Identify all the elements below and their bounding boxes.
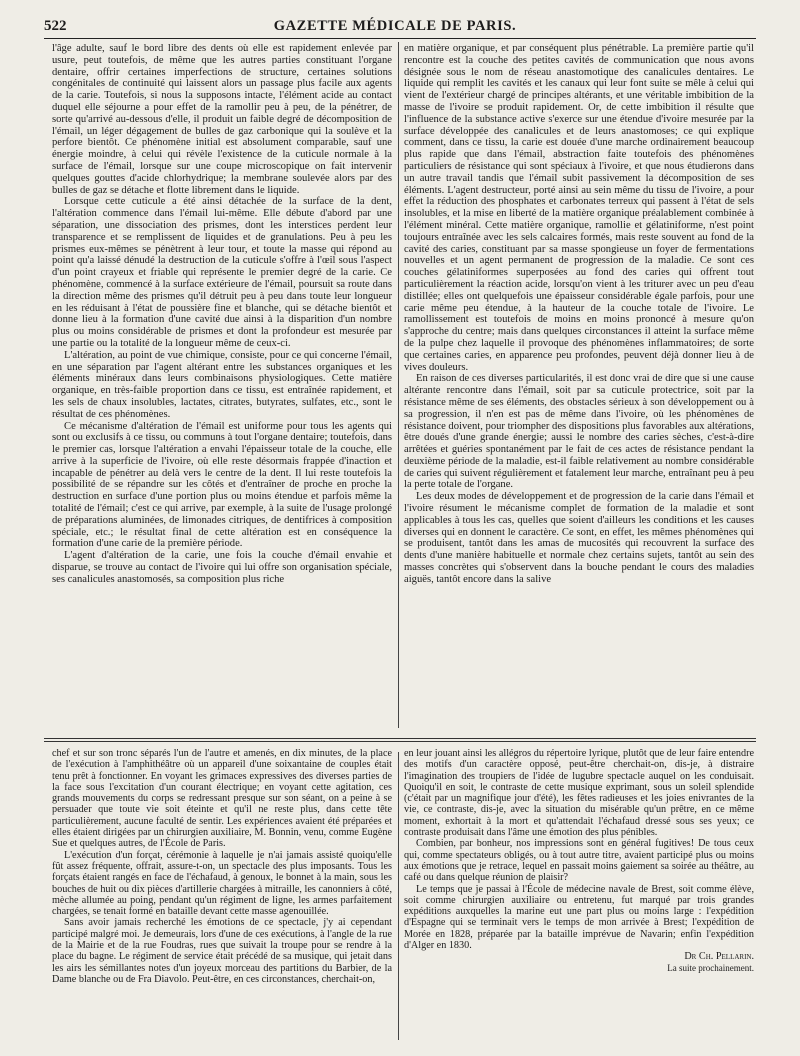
author-signature: Dr Ch. Pellarin.: [684, 951, 754, 963]
paragraph: Lorsque cette cuticule a été ainsi détachée de la surface de la dent, l'altération commence dans l'émail lui-même. Elle débute d'abord par une séparation, une dissociation des prismes, dont les interstices perdent leur transparence et se remplissent de liquides et de granulations. Peu à peu les prismes eux-mêmes se pénètrent à leur tour, et toute la masse qui répond au point qu'a laissé dénudé la destruction de la cuticule s'offre à l'œil sous l'aspect d'un point crayeux et friable qui représente le premier degré de la carie. Ce phénomène, commencé à la surface extérieure de l'émail, poursuit sa route dans la direction même des prismes qu'il détruit peu à peu dans toute leur longueur en les réduisant à l'état de poussière fine et blanche, qui se détache bientôt et donne lieu à la formation d'une cavité due ainsi à la disparition d'un nombre plus ou moins considérable de prismes et dont la profondeur est mesurée par une partie ou la totalité de la longueur même de ceux-ci.: [52, 196, 392, 349]
paragraph: L'altération, au point de vue chimique, consiste, pour ce qui concerne l'émail, en une séparation par l'agent altérant entre les substances organiques et les éléments minéraux dans leurs combinaisons physiologiques. Cette matière organique, en très-faible proportion dans ce tissu, est entraînée rapidement, et les sels de chaux insolubles, lactates, citrates, butyrates, sulfates, etc., sont le résultat de ces phénomènes.: [52, 349, 392, 420]
paragraph: Les deux modes de développement et de progression de la carie dans l'émail et l'ivoire résument le mécanisme complet de formation de la maladie et sont applicables à tous les cas, quelles que soient d'ailleurs les conditions et les causes diverses qui en donnent le caractère. Ce sont, en effet, les mêmes phénomènes qui se produisent, tantôt dans les amas de mucosités qui recouvrent la surface des dents d'une manière habituelle et normale chez certains sujets, tantôt au sein des masses concrètes qui s'observent dans la bouche pendant le cours des maladies aiguës, tantôt encore dans la salive: [404, 491, 754, 585]
article-column-left: [52, 43, 392, 733]
paragraph: En raison de ces diverses particularités, il est donc vrai de dire que si une cause altérante rencontre dans l'émail, soit par sa cuticule protectrice, soit par la résistance même de ses éléments, des obstacles sérieux à son développement ou à sa progression, il n'en est pas de même dans l'ivoire, où les phénomènes de résistance doivent, pour triompher des dispositions plus favorables aux altérations, être doués d'une grande énergie; aussi le nombre des caries sèches, c'est-à-dire arrêtées et guéries spontanément par le fait de ces actes de résistance pendant la deuxième période de la maladie, est-il faible relativement au nombre considérable de caries qui suivent régulièrement et fatalement leur marche, entraînant peu à peu la perte totale de l'organe.: [404, 373, 754, 491]
paragraph: chef et sur son tronc séparés l'un de l'autre et amenés, en dix minutes, de la place de l'exécution à l'amphithéâtre où un appareil d'une soixantaine de couples était tenu prêt à fonctionner. En voyant les grimaces expressives des diverses parties de la face sous l'excitation d'un courant électrique; en voyant cette agitation, ces grands mouvements du corps se redressant presque sur son séant, on a peine à se persuader que toute vie soit éteinte et qu'il ne reste plus, dans cette tête particulièrement, aucune faculté de sentir. Les expériences avaient été préparées et elles étaient dirigées par un chirurgien auxiliaire, M. Bonnin, venu, comme Eugène Sue et quelques autres, de l'École de Paris.: [52, 748, 392, 850]
paragraph: Combien, par bonheur, nos impressions sont en général fugitives! De tous ceux qui, comme spectateurs obligés, ou à tout autre titre, avaient participé plus ou moins aux émotions que je retrace, lequel en passait moins gaiement sa soirée au théâtre, au café ou dans quelque réunion de plaisir?: [404, 838, 754, 884]
column-divider-top: [398, 42, 399, 728]
article-column-right: [404, 43, 754, 733]
paragraph: L'agent d'altération de la carie, une fois la couche d'émail envahie et disparue, se trouve au contact de l'ivoire qui lui offre son organisation spéciale, ses canalicules anastomosés, sa composition plus riche: [52, 550, 392, 585]
paragraph: l'âge adulte, sauf le bord libre des dents où elle est rapidement enlevée par usure, peut toutefois, de même que les autres parties constituant l'organe dentaire, offrir certaines imperfections de structure, certaines solutions congénitales de continuité qui laissent alors un passage plus facile aux agents de la carie. Toutefois, si nous la supposons intacte, l'élément acide au contact duquel elle séjourne a pour effet de la ramollir peu à peu, de la pénétrer, de sorte qu'arrivé au-dessous d'elle, il produit un faible degré de décomposition de l'émail, un léger dégagement de bulles de gaz carbonique qui la soulève et la perfore bientôt. Ce phénomène initial est absolument comparable, sauf une énergie moindre, à celui qui révèle l'existence de la cuticule normale à la surface de l'émail, lorsque sur une coupe microscopique on fait intervenir quelques gouttes d'acide chlorhydrique; la membrane soulevée alors par des bulles de gaz se détache et flotte librement dans le liquide.: [52, 43, 392, 196]
paragraph: en leur jouant ainsi les allégros du répertoire lyrique, plutôt que de leur faire entendre des motifs d'un caractère opposé, peut-être cherchait-on, dis-je, à distraire l'imagination des troupiers de l'idée de lugubre spectacle auquel on les conduisait. Quoiqu'il en soit, le contraste de cette musique exprimant, sous un soleil splendide (c'était par un magnifique jour d'été), les fêtes radieuses et les joies enivrantes de la vie, ce contraste, dis-je, avec la situation du misérable qu'un prêtre, en ce même moment, exhortait à la mort et qu'attendait l'échafaud dressé sous ses yeux; ce contraste produisait dans l'âme une émotion des plus pénibles.: [404, 748, 754, 839]
page-header: [30, 16, 760, 38]
column-divider-bottom: [398, 752, 399, 1040]
feuilleton-column-left: [52, 748, 392, 1040]
header-rule: [44, 38, 756, 39]
feuilleton-column-right: [404, 748, 754, 1040]
paragraph: Sans avoir jamais recherché les émotions de ce spectacle, j'y ai cependant participé malgré moi. Je demeurais, lors d'une de ces exécutions, à l'angle de la rue de la Mairie et de la rue Foudras, rues que suivait la troupe pour se rendre à la place du bagne. Le régiment de service était précédé de sa musique, qui jetait dans les airs les sémillantes notes d'un joyeux morceau des partitions du Barbier, de la Dame blanche ou de Fra Diavolo. Peut-être, en ces circonstances, cherchait-on,: [52, 917, 392, 985]
paragraph: Ce mécanisme d'altération de l'émail est uniforme pour tous les agents qui sont ou exclusifs à ce tissu, ou communs à tout l'organe dentaire; toutefois, dans le premier cas, lorsque l'altération a envahi l'épaisseur totale de la couche, elle arrive à la superficie de l'ivoire, où elle reste désormais frappée d'inaction et incapable de pénétrer au delà vers le centre de la dent. Il lui reste toutefois la possibilité de se répandre sur les côtés et d'entraîner de proche en proche la destruction en surface d'une portion plus ou moins étendue et parfois même la totalité de l'émail; c'est ce qui arrive, par exemple, à la suite de l'usage prolongé de préparations aluminées, de limonades citriques, de dentifrices à composition spéciale, etc.; le résultat final de cette altération est en conséquence la formation d'une carie de la première période.: [52, 420, 392, 550]
paragraph: Le temps que je passai à l'École de médecine navale de Brest, soit comme élève, soit comme chirurgien auxiliaire ou entretenu, fut marqué par trois grandes expéditions auxquelles la marine eut une part plus ou moins large : l'expédition d'Espagne qui se terminait vers le temps de mon arrivée à Brest; l'expédition de Morée en 1828, préparée par la bataille imprévue de Navarin; enfin l'expédition d'Alger en 1830.: [404, 883, 754, 952]
page-number: 522: [44, 18, 67, 34]
feuilleton-rule: [44, 738, 756, 739]
feuilleton-rule-double: [44, 741, 756, 742]
paragraph: en matière organique, et par conséquent plus pénétrable. La première partie qu'il rencontre est la couche des petites cavités de communication que nous avons désignée sous le nom de réseau anastomotique des canalicules dentaires. Le liquide qui remplit les cavités et les canaux qui leur font suite se mêle à celui qui vient de l'extérieur chargé de principes altérants, et une véritable imbibition de la masse de l'ivoire se produit rapidement. Or, de cette imbibition il résulte que l'influence de la substance active s'exerce sur une étendue d'ivoire mesurée par la surface développée des canalicules et de leurs anastomoses; ce qui explique comment, dans ce tissu, la carie est douée d'une marche ordinairement beaucoup plus rapide que dans l'émail, abstraction faite toutefois des phénomènes particuliers de résistance qui sont spéciaux à l'ivoire, et que nous étudierons dans un autre travail tandis que l'émail subit passivement la décomposition de ses éléments. L'agent destructeur, porté ainsi au sein même du tissu de l'ivoire, a pour effet la réduction des phosphates et carbonates terreux qui passent à l'état de sels insolubles, et la mise en liberté de la matière organique préalablement combinée à l'élément minéral. Cette matière organique, ramollie et gélatiniforme, n'est point toujours entraînée avec les sels calcaires formés, mais reste souvent au fond de la cavité des caries, constituant par sa masse spongieuse un foyer de fermentations nouvelles et un agent permanent de progression de la maladie. Ce sont ces couches gélatiniformes superposées au fond des caries qui offrent tout particulièrement la réaction acide, lorsqu'on vient à les triturer avec un peu d'eau distillée; elles ont quelquefois une épaisseur considérable égale parfois, pour une carie même peu étendue, à la hauteur de la couche totale de l'ivoire. Le ramollissement est toutefois de moins en moins prononcé à mesure qu'on s'approche du centre; mais dans quelques circonstances il atteint la surface même de la pulpe chez laquelle il provoque des phénomènes inflammatoires; de sorte que certaines caries, en apparence peu profondes, peuvent déjà donner lieu à de vives douleurs.: [404, 43, 754, 373]
paragraph: L'exécution d'un forçat, cérémonie à laquelle je n'ai jamais assisté quoiqu'elle fût assez fréquente, offrait, assure-t-on, un spectacle des plus imposants. Tous les forçats étaient rangés en face de l'échafaud, à genoux, le bonnet à la main, sous les bouches de huit ou dix pièces d'artillerie chargées à mitraille, les canonniers à côté, mèche allumée au poing, pendant qu'un régiment de ligne, les armes parfaitement chargées, se tenait formé en bataille devant cette masse agenouillée.: [52, 849, 392, 918]
journal-title: GAZETTE MÉDICALE DE PARIS.: [273, 18, 517, 34]
continued-note: La suite prochainement.: [667, 962, 754, 973]
